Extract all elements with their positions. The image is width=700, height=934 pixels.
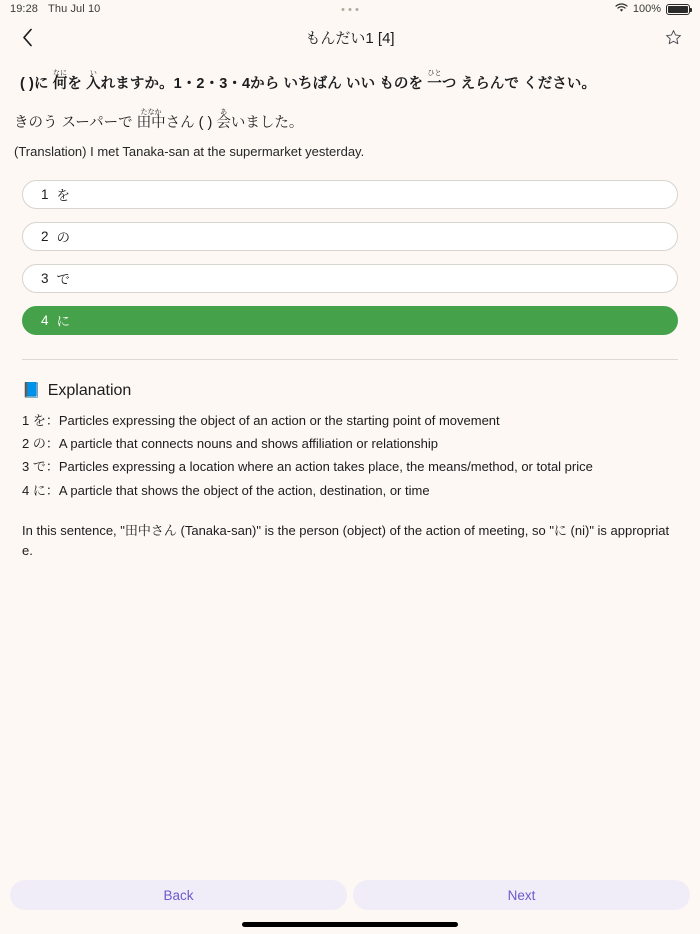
option-number: 4: [41, 312, 49, 328]
instruction-part-3: れますか。1・2・3・4から いちばん いい ものを: [100, 76, 428, 92]
ruby-tanaka: [136, 109, 166, 132]
ruby-base: 会: [216, 115, 231, 132]
ruby-text: なに: [52, 70, 68, 77]
explanation-header: [22, 382, 678, 400]
section-divider: [22, 359, 678, 360]
answer-option-2[interactable]: [22, 222, 678, 251]
explanation-summary: In this sentence, "田中さん (Tanaka-san)" is the person (object) of the action of meeting, so "に (ni)" is appropriate.: [22, 522, 670, 558]
three-dots-icon: [342, 8, 359, 11]
next-button[interactable]: Next: [353, 880, 690, 910]
star-outline-icon[interactable]: [662, 26, 684, 48]
blue-book-icon: 📘: [22, 382, 41, 400]
ruby-text: い: [86, 70, 101, 77]
option-number: 3: [41, 270, 49, 286]
explanation-title: Explanation: [47, 381, 132, 399]
option-label: を: [56, 188, 71, 204]
ruby-i: [86, 70, 101, 92]
ruby-text: ひと: [427, 70, 442, 77]
home-indicator[interactable]: [242, 922, 458, 927]
question-sentence: [12, 109, 688, 132]
ruby-base: 田中: [136, 115, 166, 132]
ruby-text: あ: [216, 109, 231, 117]
sentence-part-2: さん ( ): [165, 115, 217, 132]
ruby-hito: [427, 70, 442, 92]
instruction-part-1: ( )に: [20, 76, 53, 92]
status-bar-left: [10, 3, 100, 15]
explanation-item: 2 の：A particle that connects nouns and shows affiliation or relationship: [22, 436, 439, 452]
ruby-base: 何: [52, 76, 68, 92]
wifi-icon: [615, 3, 628, 16]
status-bar-right: [615, 3, 690, 16]
answer-option-4[interactable]: [22, 306, 678, 335]
explanation-item: 3 で：Particles expressing a location where an action takes place, the means/method, or total price: [22, 459, 593, 475]
ruby-a: [216, 109, 231, 132]
option-number: 1: [41, 186, 49, 202]
footer-navigation: [0, 880, 700, 910]
status-time: 19:28: [10, 3, 39, 15]
explanation-section: [12, 382, 688, 561]
answer-option-3[interactable]: [22, 264, 678, 293]
battery-icon: [666, 4, 690, 15]
battery-percent-label: 100%: [632, 3, 661, 15]
ruby-text: たなか: [136, 109, 166, 117]
ruby-base: 入: [86, 76, 101, 92]
status-date: Thu Jul 10: [48, 3, 101, 15]
answer-options: [12, 180, 688, 335]
sentence-part-3: いました。: [230, 115, 304, 132]
answer-option-1[interactable]: [22, 180, 678, 209]
question-instruction: [20, 70, 688, 93]
status-bar: [0, 0, 700, 18]
ruby-nani: [52, 70, 68, 92]
nav-header: [0, 18, 700, 56]
back-button[interactable]: Back: [10, 880, 347, 910]
option-label: の: [56, 230, 71, 246]
option-label: に: [56, 314, 71, 330]
instruction-part-4: つ えらんで ください。: [441, 76, 597, 92]
option-number: 2: [41, 228, 49, 244]
option-label: で: [56, 272, 71, 288]
explanation-list: [22, 413, 678, 499]
explanation-item: 4 に：A particle that shows the object of the action, destination, or time: [22, 482, 430, 498]
sentence-part-1: きのう スーパーで: [14, 115, 137, 132]
question-translation: (Translation) I met Tanaka-san at the supermarket yesterday.: [14, 143, 365, 159]
ruby-base: 一: [427, 76, 442, 92]
chevron-left-icon[interactable]: [16, 26, 38, 48]
page-title: もんだい1 [4]: [305, 29, 395, 47]
explanation-item: 1 を：Particles expressing the object of an action or the starting point of movement: [22, 412, 500, 428]
instruction-part-2: を: [67, 76, 87, 92]
main-content: [0, 70, 700, 561]
